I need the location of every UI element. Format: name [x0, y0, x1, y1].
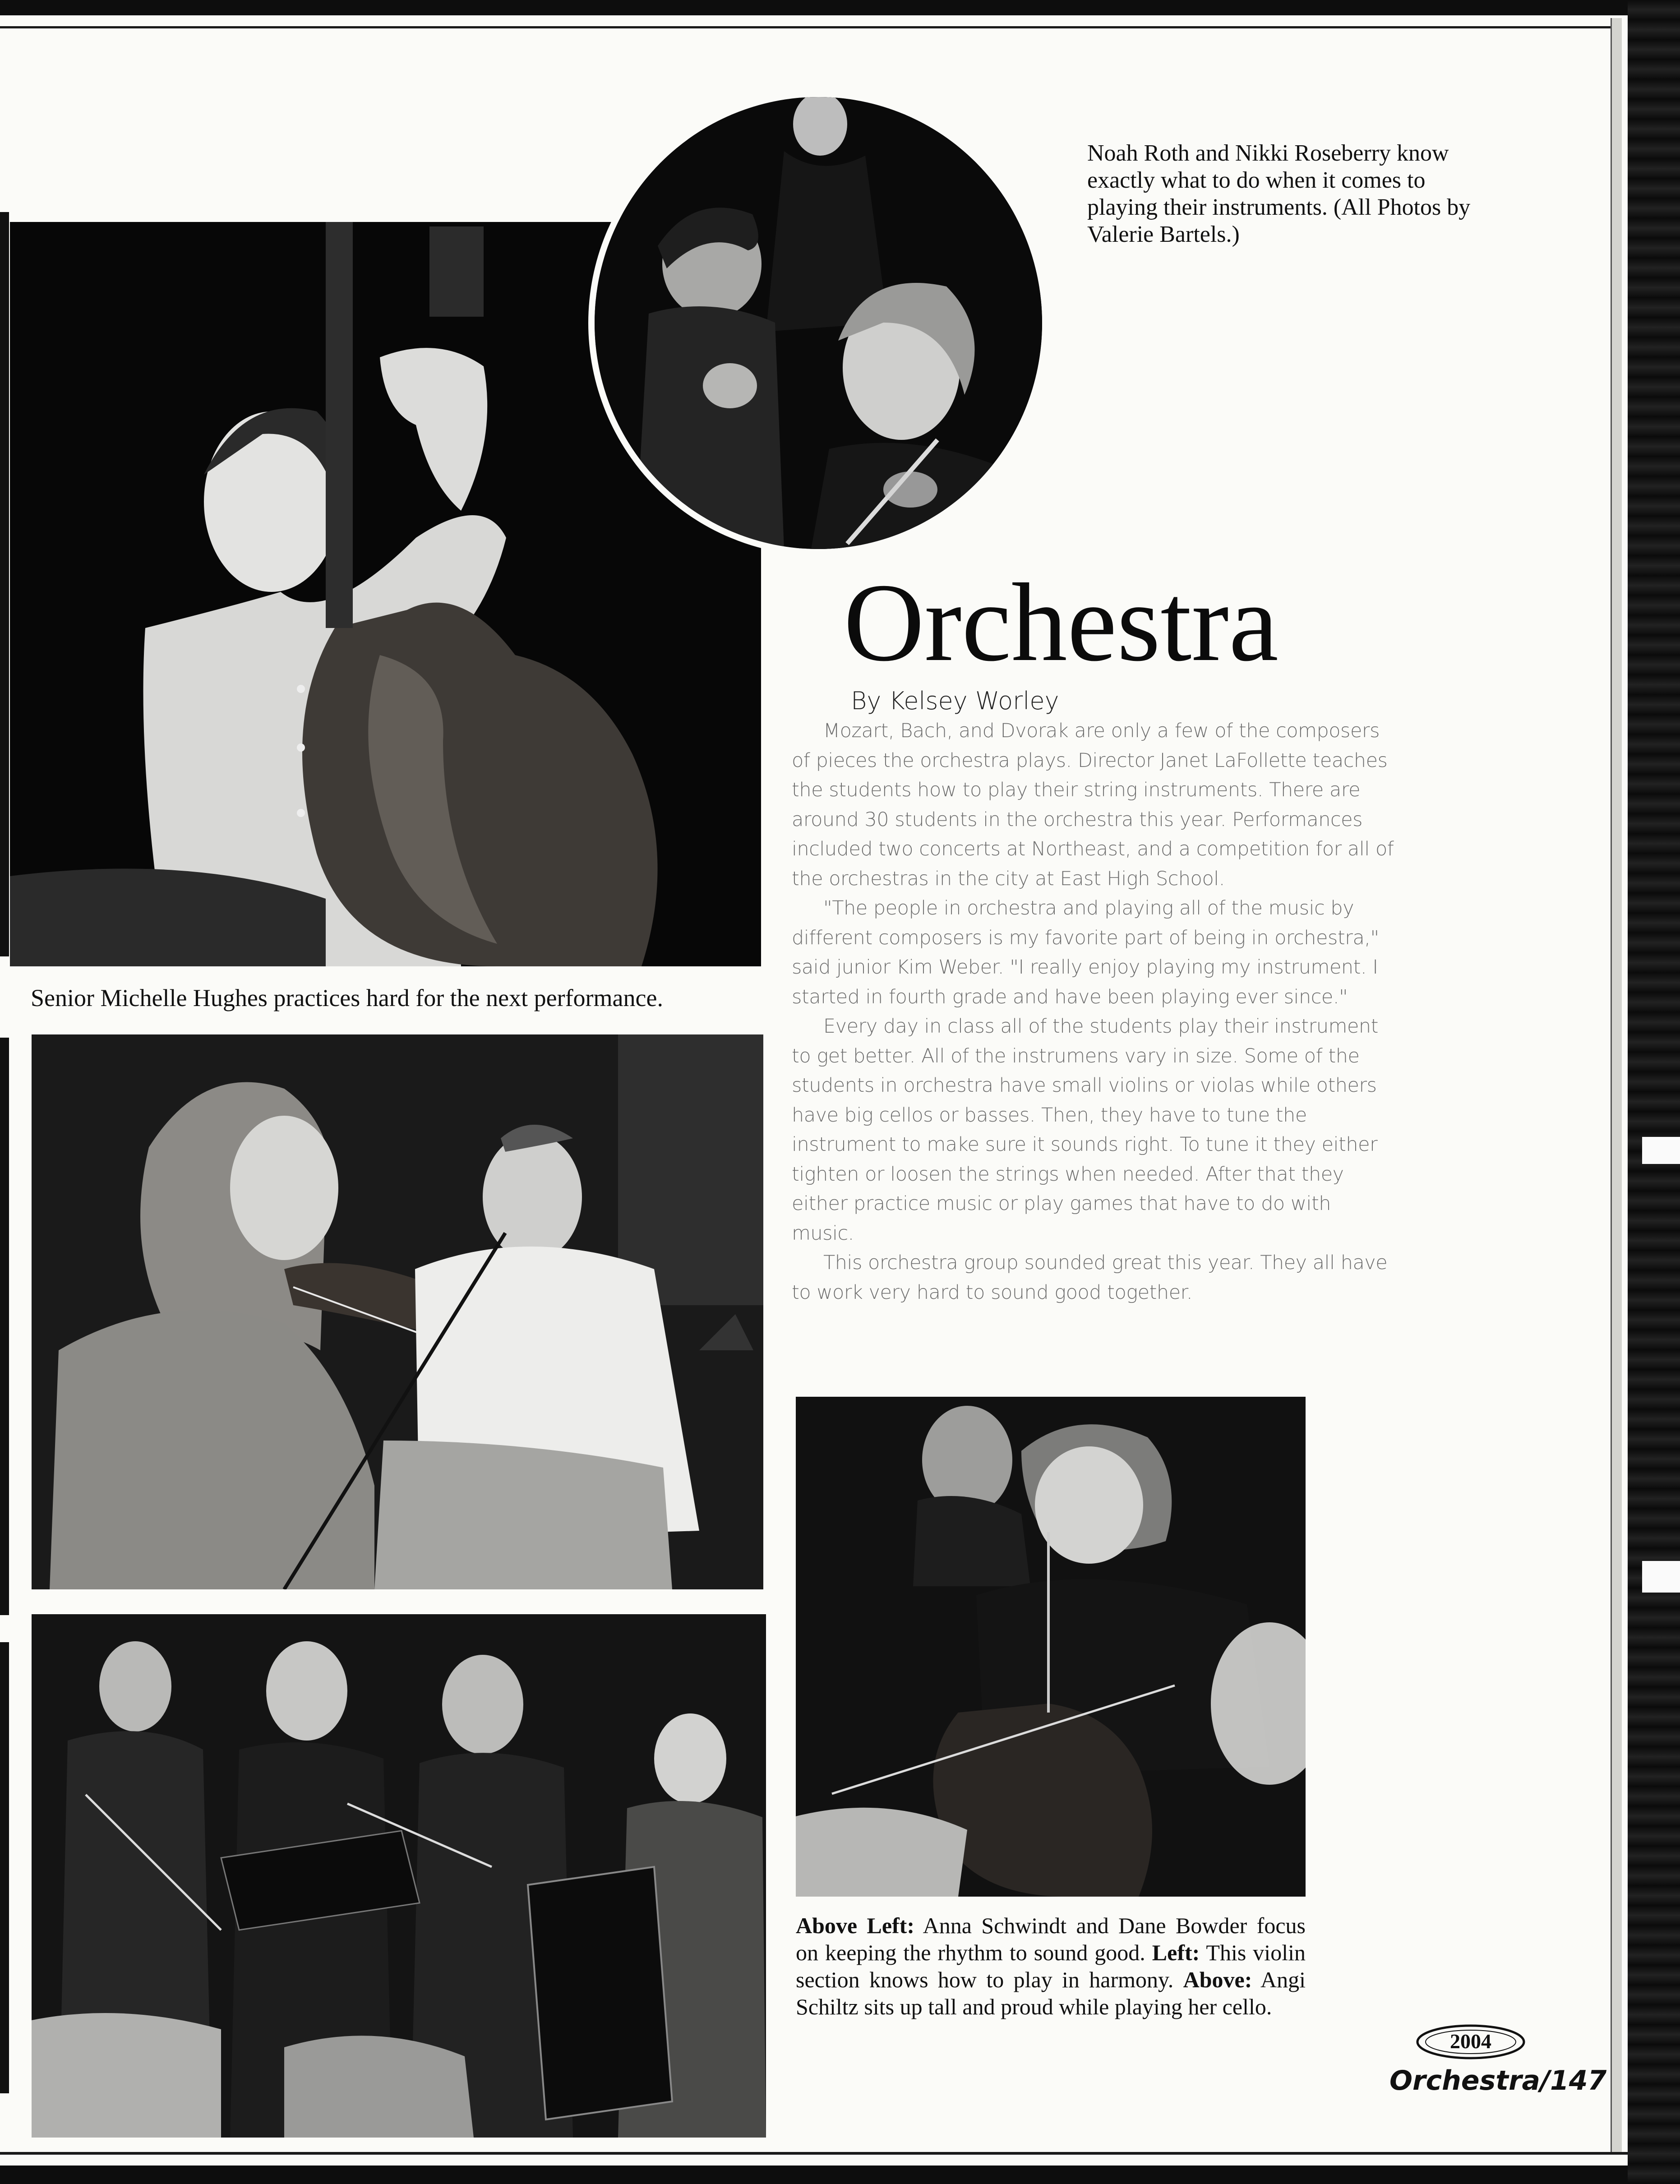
- photo-violin-section: [32, 1614, 766, 2138]
- article-paragraph: This orchestra group sounded great this year. They all have to work very hard to sound good together.: [792, 1251, 1388, 1304]
- caption-text: This violin section knows how to play in harmony.: [796, 1940, 1306, 1992]
- yearbook-2004-logo: [1414, 2021, 1527, 2063]
- spine-notch: [1642, 1137, 1680, 1164]
- bottom-photo-caption: [796, 1912, 1306, 2020]
- round-photo-caption: Noah Roth and Nikki Roseberry know exactly what to do when it comes to playing their instruments. (All Photos by Valerie Bartels.): [1087, 140, 1471, 247]
- logo-year: 2004: [1450, 2030, 1491, 2053]
- page-spine-edge: [1611, 18, 1622, 2152]
- photo-violin-duo: [32, 1034, 763, 1589]
- article-byline: By Kelsey Worley: [851, 687, 1059, 715]
- left-page-edge: [0, 1642, 9, 2093]
- page-top-border: [0, 0, 1680, 15]
- spine-notch: [1642, 1561, 1680, 1593]
- page-top-rule: [0, 26, 1615, 28]
- caption-text: Anna Schwindt and Dane Bowder focus on keeping the rhythm to sound good.: [796, 1913, 1306, 1965]
- article-paragraph: Every day in class all of the students play their instrument to get better. All of the instrumens vary in size. Some of the students in orchestra have small violins or violas while others have big cellos or basses. Then, they have to tune the instrument to make sure it sounds right. To tune it they either tighten or loosen the strings when needed. After that they either practice music or play games that have to do with music.: [792, 1015, 1379, 1245]
- senior-photo-caption: Senior Michelle Hughes practices hard for the next performance.: [31, 984, 663, 1011]
- caption-label: Above Left:: [796, 1913, 914, 1938]
- article-body: [792, 716, 1394, 1307]
- photo-round-noah-nikki: [595, 97, 1042, 549]
- photo-cellist: [796, 1397, 1306, 1897]
- left-page-edge: [0, 1038, 9, 1615]
- article-paragraph: "The people in orchestra and playing all of the music by different composers is my favorite part of being in orchestra," said junior Kim Weber. "I really enjoy playing my instrument. I started in fourth grade and have been playing ever since.": [792, 897, 1379, 1008]
- article-title: Orchestra: [844, 560, 1278, 684]
- page-bottom-rule: [0, 2152, 1633, 2155]
- caption-text: Angi Schiltz sits up tall and proud while playing her cello.: [796, 1967, 1306, 2019]
- binding-spine: [1628, 0, 1680, 2184]
- caption-label: Left:: [1152, 1940, 1200, 1965]
- left-page-edge: [0, 212, 9, 956]
- caption-label: Above:: [1183, 1967, 1252, 1992]
- article-paragraph: Mozart, Bach, and Dvorak are only a few of the composers of pieces the orchestra plays. Director Janet LaFollette teaches the students how to play their string instruments. There are around 30 students in the orchestra this year. Performances included two concerts at Northeast, and a competition for all of the orchestras in the city at East High School.: [792, 720, 1394, 890]
- page-folio: Orchestra/147: [1389, 2065, 1607, 2096]
- page-bottom-border: [0, 2166, 1680, 2184]
